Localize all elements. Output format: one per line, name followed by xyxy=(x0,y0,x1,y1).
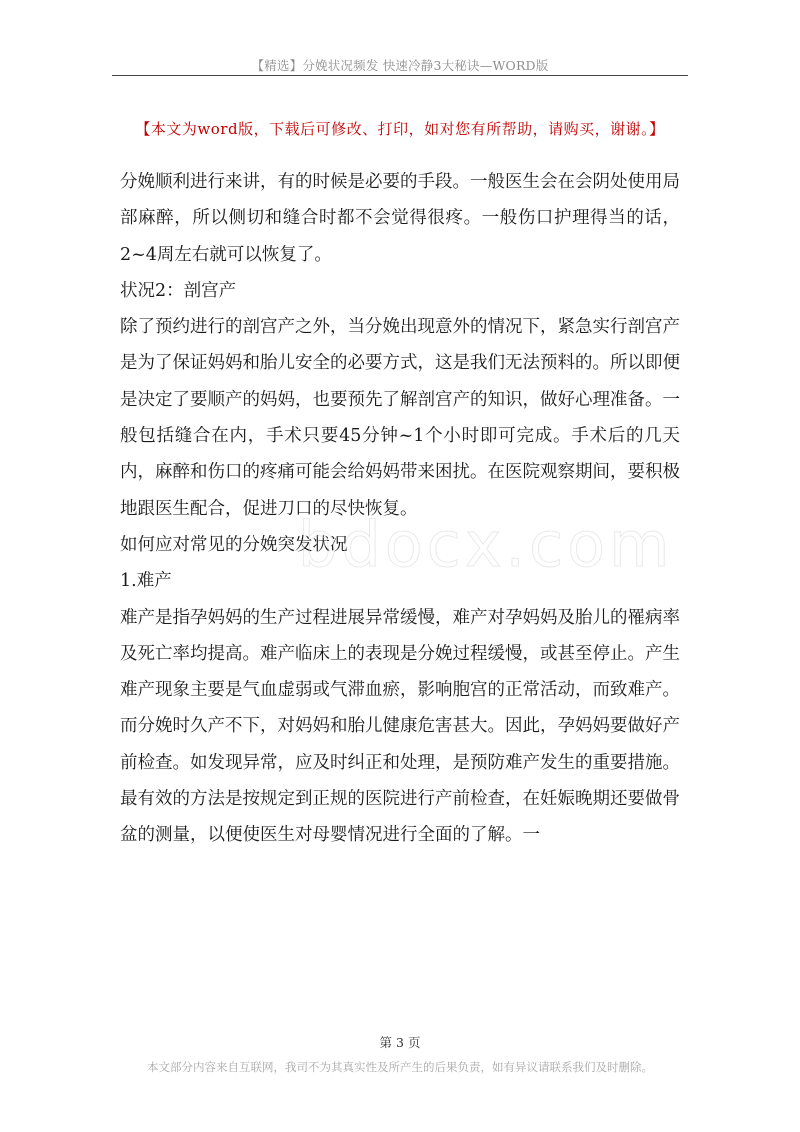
paragraph-cesarean: 除了预约进行的剖宫产之外，当分娩出现意外的情况下，紧急实行剖宫产是为了保证妈妈和胎儿安全的必要方式，这是我们无法预料的。所以即便是决定了要顺产的妈妈，也要预先了解剖宫产的知识，做好心理准备。一般包括缝合在内，手术只要45分钟~1个小时即可完成。手术后的几天内，麻醉和伤口的疼痛可能会给妈妈带来困扰。在医院观察期间，要积极地跟医生配合，促进刀口的尽快恢复。 xyxy=(120,317,680,519)
section-heading-cesarean: 状况2：剖宫产 xyxy=(120,280,237,301)
header-divider xyxy=(112,75,688,76)
paragraph-recovery: 分娩顺利进行来讲，有的时候是必要的手段。一般医生会在会阴处使用局部麻醉，所以侧切和缝合时都不会觉得很疼。一般伤口护理得当的话，2~4周左右就可以恢复了。 xyxy=(120,172,680,265)
paragraph-dystocia: 难产是指孕妈妈的生产过程进展异常缓慢，难产对孕妈妈及胎儿的罹病率及死亡率均提高。难产临床上的表现是分娩过程缓慢，或甚至停止。产生难产现象主要是气血虚弱或气滞血瘀，影响胞宫的正常活动，而致难产。 xyxy=(120,607,680,701)
download-notice: 【本文为word版，下载后可修改、打印，如对您有所帮助，请购买，谢谢。】 xyxy=(135,120,665,138)
paragraph-prevention: 而分娩时久产不下，对妈妈和胎儿健康危害甚大。因此，孕妈妈要做好产前检查。如发现异常，应及时纠正和处理，是预防难产发生的重要措施。最有效的方法是按规定到正规的医院进行产前检查，在妊娠晚期还要做骨盆的测量，以便使医生对母婴情况进行全面的了解。一 xyxy=(120,716,680,846)
subheading-dystocia: 1.难产 xyxy=(120,571,172,592)
page-header-title: 【精选】分娩状况频发 快速冷静3大秘诀—WORD版 xyxy=(251,58,549,73)
footer-disclaimer: 本文部分内容来自互联网，我司不为其真实性及所产生的后果负责，如有异议请联系我们及时删除。 xyxy=(147,1060,653,1074)
section-heading-emergencies: 如何应对常见的分娩突发状况 xyxy=(120,534,348,555)
watermark: bdocx.com xyxy=(298,508,674,581)
document-body xyxy=(120,164,680,854)
page-number: 第 3 页 xyxy=(379,1035,421,1050)
